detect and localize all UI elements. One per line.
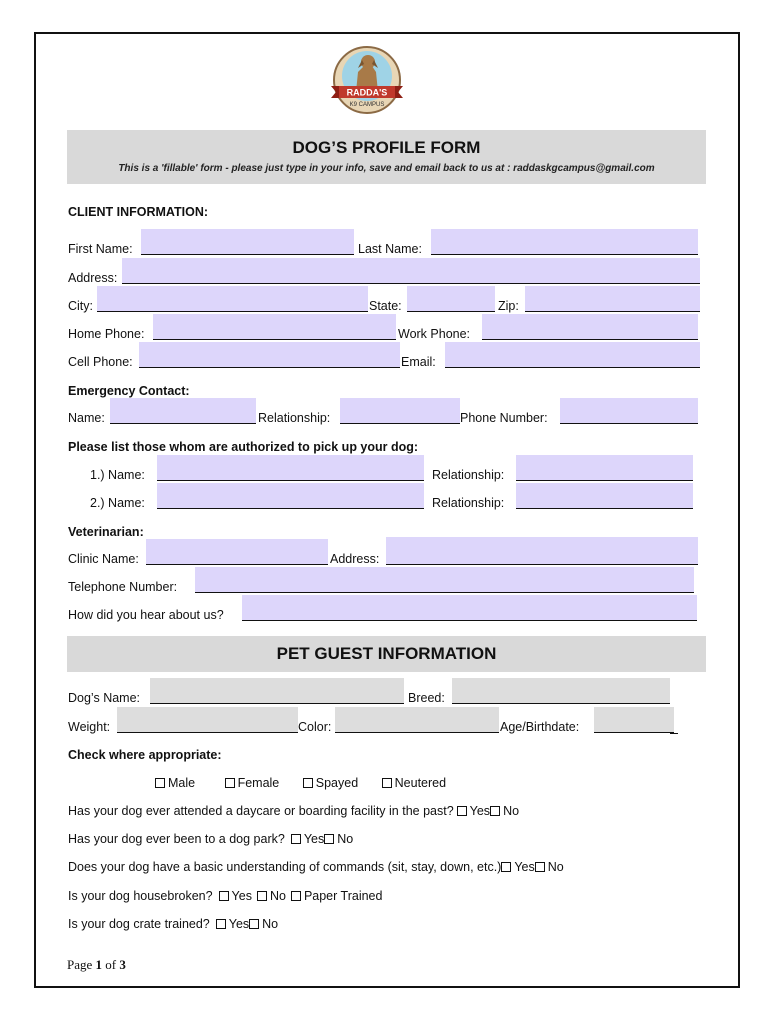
pickup-1-relationship-label: Relationship:	[432, 468, 505, 482]
daycare-yes-label: Yes	[469, 804, 491, 818]
address-field[interactable]	[122, 258, 700, 284]
daycare-no-checkbox[interactable]	[490, 806, 500, 816]
question-housebroken-text: Is your dog housebroken?	[68, 889, 213, 903]
question-dog-park	[68, 832, 353, 846]
emergency-phone-label: Phone Number:	[460, 411, 548, 425]
emergency-name-label: Name:	[68, 411, 105, 425]
male-checkbox[interactable]	[155, 778, 165, 788]
form-subtitle: This is a 'fillable' form - please just type in your info, save and email back to us at : raddaskgcampus@gmail.com	[118, 163, 655, 174]
form-header	[67, 130, 706, 184]
state-field[interactable]	[407, 286, 495, 312]
vet-telephone-label: Telephone Number:	[68, 580, 178, 594]
city-label: City:	[68, 299, 93, 313]
vet-address-label: Address:	[330, 552, 380, 566]
dog-park-yes-checkbox[interactable]	[291, 834, 301, 844]
color-field[interactable]	[335, 707, 499, 733]
question-dog-park-text: Has your dog ever been to a dog park?	[68, 832, 285, 846]
pickup-section-heading: Please list those whom are authorized to pick up your dog:	[68, 440, 419, 454]
pickup-1-name-field[interactable]	[157, 455, 424, 481]
pickup-2-name-label: 2.) Name:	[90, 496, 145, 510]
weight-field[interactable]	[117, 707, 298, 733]
raddas-logo	[328, 42, 406, 120]
svg-text:RADDA'S: RADDA'S	[346, 87, 388, 98]
housebroken-yes-label: Yes	[231, 889, 252, 903]
client-section-heading: CLIENT INFORMATION:	[68, 205, 209, 219]
female-checkbox[interactable]	[225, 778, 235, 788]
housebroken-no-checkbox[interactable]	[257, 891, 267, 901]
question-commands-text: Does your dog have a basic understanding of commands (sit, stay, down, etc.)	[68, 860, 502, 874]
emergency-name-field[interactable]	[110, 398, 256, 424]
pickup-2-relationship-field[interactable]	[516, 483, 693, 509]
question-daycare	[68, 804, 519, 818]
pickup-1-relationship-field[interactable]	[516, 455, 693, 481]
first-name-label: First Name:	[68, 242, 133, 256]
crate-yes-label: Yes	[228, 917, 250, 931]
age-label: Age/Birthdate:	[500, 720, 580, 734]
paper-trained-checkbox[interactable]	[291, 891, 301, 901]
neutered-option[interactable]: Neutered	[382, 776, 446, 790]
vet-address-field[interactable]	[386, 537, 698, 565]
emergency-phone-field[interactable]	[560, 398, 698, 424]
work-phone-field[interactable]	[482, 314, 698, 340]
question-daycare-text: Has your dog ever attended a daycare or boarding facility in the past?	[68, 804, 454, 818]
cell-phone-field[interactable]	[139, 342, 400, 368]
female-option[interactable]: Female	[225, 776, 280, 790]
svg-text:K9 CAMPUS: K9 CAMPUS	[349, 102, 385, 108]
pet-guest-title: PET GUEST INFORMATION	[276, 644, 497, 663]
commands-no-label: No	[547, 860, 564, 874]
city-field[interactable]	[97, 286, 368, 312]
zip-label: Zip:	[498, 299, 519, 313]
dogs-name-label: Dog’s Name:	[68, 691, 141, 705]
weight-label: Weight:	[68, 720, 111, 734]
gender-options	[155, 776, 446, 790]
work-phone-label: Work Phone:	[398, 327, 471, 341]
home-phone-label: Home Phone:	[68, 327, 145, 341]
question-commands	[68, 860, 564, 874]
daycare-no-label: No	[503, 804, 520, 818]
question-crate-text: Is your dog crate trained?	[68, 917, 210, 931]
page-number: Page 1 of 3	[67, 957, 126, 972]
home-phone-field[interactable]	[153, 314, 396, 340]
question-housebroken	[68, 889, 382, 903]
email-field[interactable]	[445, 342, 700, 368]
emergency-relationship-field[interactable]	[340, 398, 460, 424]
crate-yes-checkbox[interactable]	[216, 919, 226, 929]
last-name-field[interactable]	[431, 229, 698, 255]
housebroken-no-label: No	[269, 889, 286, 903]
state-label: State:	[369, 299, 402, 313]
age-field-underline	[670, 733, 678, 734]
dog-park-no-checkbox[interactable]	[324, 834, 334, 844]
commands-yes-checkbox[interactable]	[501, 862, 511, 872]
question-crate	[68, 917, 278, 931]
dogs-name-field[interactable]	[150, 678, 404, 704]
zip-field[interactable]	[525, 286, 700, 312]
first-name-field[interactable]	[141, 229, 354, 255]
clinic-name-field[interactable]	[146, 539, 328, 565]
spayed-checkbox[interactable]	[303, 778, 313, 788]
commands-no-checkbox[interactable]	[535, 862, 545, 872]
clinic-name-label: Clinic Name:	[68, 552, 139, 566]
breed-field[interactable]	[452, 678, 670, 704]
last-name-label: Last Name:	[358, 242, 422, 256]
address-label: Address:	[68, 271, 118, 285]
hear-about-field[interactable]	[242, 595, 697, 621]
pickup-2-relationship-label: Relationship:	[432, 496, 505, 510]
breed-label: Breed:	[408, 691, 445, 705]
neutered-checkbox[interactable]	[382, 778, 392, 788]
emergency-section-heading: Emergency Contact:	[68, 384, 190, 398]
male-option[interactable]: Male	[155, 776, 195, 790]
housebroken-yes-checkbox[interactable]	[219, 891, 229, 901]
dog-park-no-label: No	[337, 832, 354, 846]
paper-trained-label: Paper Trained	[303, 889, 383, 903]
pickup-2-name-field[interactable]	[157, 483, 424, 509]
crate-no-label: No	[262, 917, 279, 931]
dog-park-yes-label: Yes	[303, 832, 325, 846]
emergency-relationship-label: Relationship:	[258, 411, 331, 425]
color-label: Color:	[298, 720, 332, 734]
commands-yes-label: Yes	[514, 860, 535, 874]
form-title: DOG’S PROFILE FORM	[292, 138, 481, 157]
vet-section-heading: Veterinarian:	[68, 525, 144, 539]
pickup-1-name-label: 1.) Name:	[90, 468, 145, 482]
spayed-option[interactable]: Spayed	[303, 776, 358, 790]
check-section-heading: Check where appropriate:	[68, 748, 222, 762]
hear-about-label: How did you hear about us?	[68, 608, 224, 622]
daycare-yes-checkbox[interactable]	[457, 806, 467, 816]
cell-phone-label: Cell Phone:	[68, 355, 133, 369]
age-field[interactable]	[594, 707, 674, 733]
vet-telephone-field[interactable]	[195, 567, 694, 593]
email-label: Email:	[401, 355, 436, 369]
pet-guest-banner	[67, 636, 706, 672]
crate-no-checkbox[interactable]	[249, 919, 259, 929]
